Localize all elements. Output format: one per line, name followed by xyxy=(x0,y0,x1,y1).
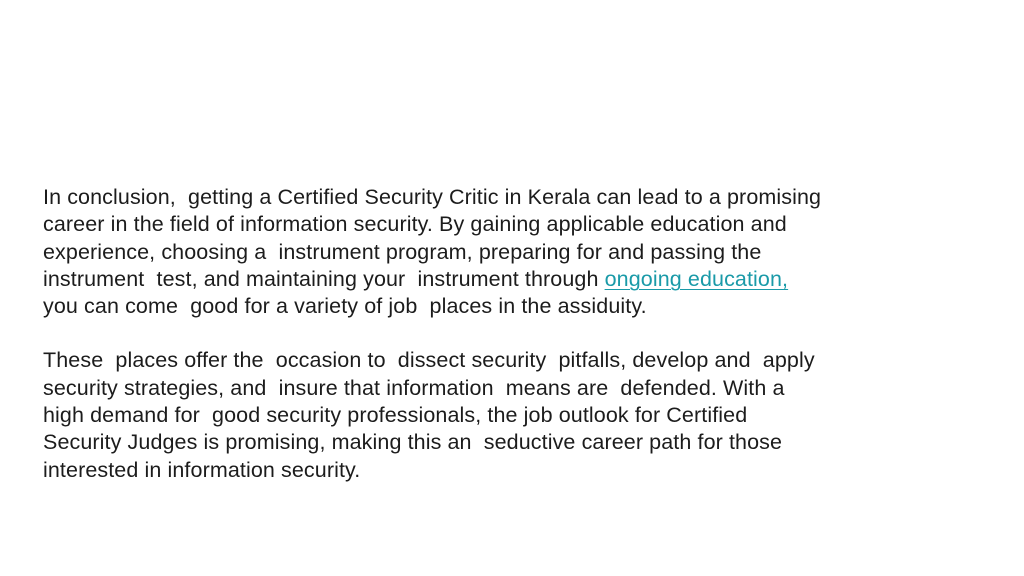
paragraph-line: experience, choosing a instrument program, preparing for and passing the xyxy=(43,239,762,264)
paragraph-line-with-link xyxy=(43,266,983,293)
paragraph-line: career in the field of information security. By gaining applicable education and xyxy=(43,212,787,237)
paragraph-conclusion xyxy=(43,184,983,320)
paragraph-spacer xyxy=(43,320,983,347)
paragraph-line: interested in information security. xyxy=(43,457,361,482)
paragraph-line: security strategies, and insure that information means are defended. With a xyxy=(43,375,785,400)
paragraph-line: In conclusion, getting a Certified Security Critic in Kerala can lead to a promising xyxy=(43,185,822,209)
paragraph-line: you can come good for a variety of job places in the assiduity. xyxy=(43,294,647,319)
paragraph-line-text: instrument test, and maintaining your instrument through xyxy=(43,266,605,291)
paragraph-line: high demand for good security professionals, the job outlook for Certified xyxy=(43,403,748,428)
paragraph-places xyxy=(43,347,983,483)
body-text xyxy=(43,184,983,484)
ongoing-education-link[interactable]: ongoing education, xyxy=(604,266,789,291)
paragraph-line: Security Judges is promising, making this an seductive career path for those xyxy=(43,430,783,455)
paragraph-line: These places offer the occasion to dissect security pitfalls, develop and apply xyxy=(43,348,815,373)
